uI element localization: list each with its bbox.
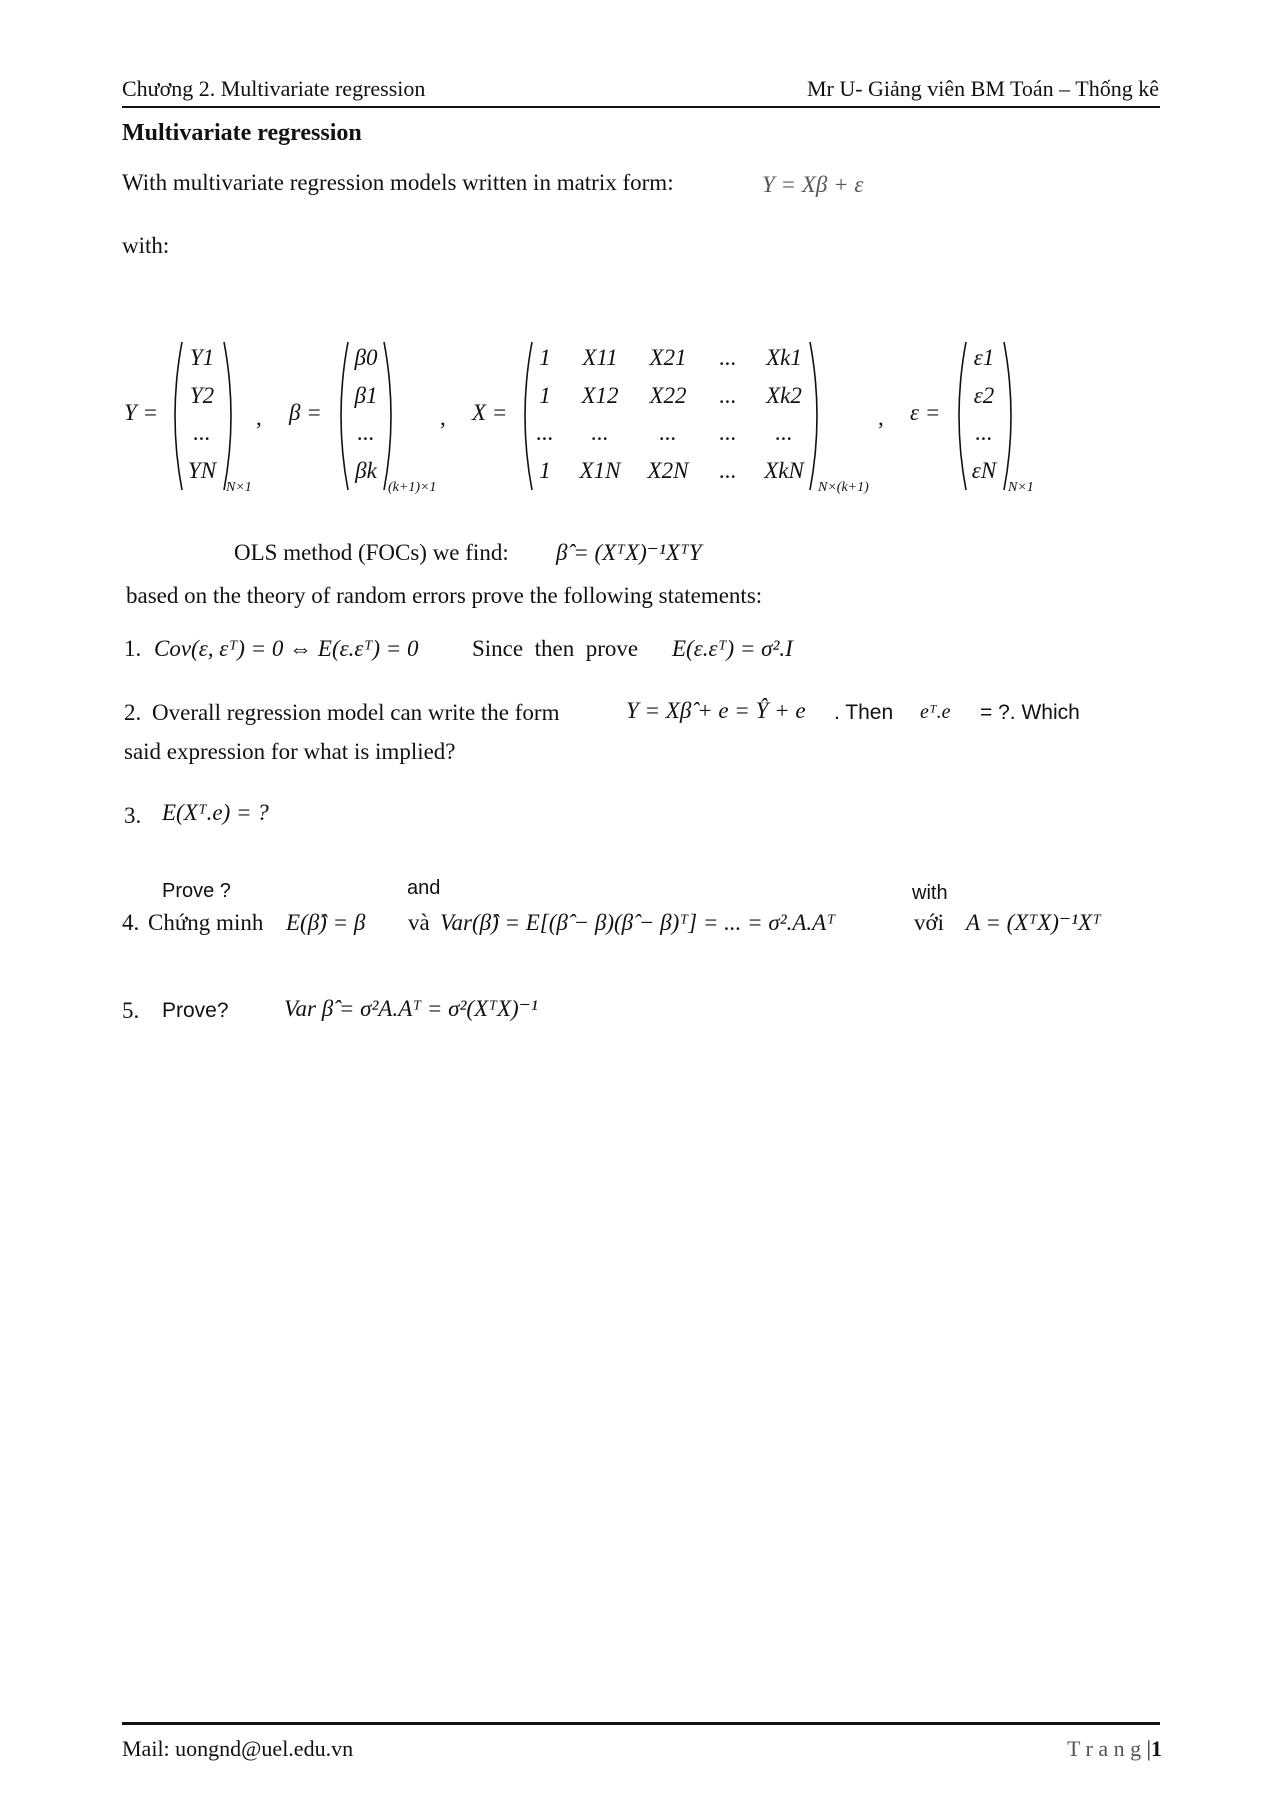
matrix-beta-entry: ... [357,420,375,445]
matrix-x-cell: Xk2 [766,383,802,408]
matrix-x-cell: XkN [764,458,804,483]
matrix-x-cell: ... [719,345,737,370]
matrix-y-entry: Y2 [189,383,215,408]
matrix-x-cell: X22 [649,383,687,408]
q2-line2: said expression for what is implied? [124,739,456,764]
matrix-beta-name: β = [289,400,322,425]
q1-text: Since then prove [472,636,639,661]
matrix-x-cell: 1 [539,458,551,483]
matrix-eps-entry: ... [975,420,993,445]
matrix-x-cell: ... [719,458,737,483]
footer-rule [122,1722,1160,1725]
matrix-y-entry: Y1 [189,345,215,370]
matrix-eps-dims: N×1 [1008,480,1034,495]
footer-sep: | [1146,1736,1151,1761]
matrix-x-cell: X12 [581,383,619,408]
comma: , [878,405,884,430]
q4-annot-and: and [407,877,441,899]
matrix-beta-right-paren [380,340,400,492]
header-right: Mr U- Giảng viên BM Toán – Thống kê [806,76,1159,101]
page-title: Multivariate regression [122,120,362,146]
q1-formula-b: E(ε.εᵀ) = σ².I [672,636,793,661]
q2-formula-b: eᵀ.e [920,701,951,723]
matrix-x-cell: X21 [649,345,687,370]
matrix-x-cell: ... [591,420,609,445]
matrix-beta-dims: (k+1)×1 [388,480,437,495]
q2-text-c: = ?. Which [980,701,1080,724]
q2-number: 2. [124,700,142,725]
with-label: with: [122,233,170,258]
matrix-y-name: Y = [124,400,159,425]
ols-text: OLS method (FOCs) we find: [234,540,509,565]
q4-number: 4. [122,910,140,935]
matrix-x-cell: Xk1 [766,345,802,370]
comma: , [440,405,446,430]
matrix-x-right-paren [806,340,826,492]
q4-formula-c: A = (XᵀX)⁻¹Xᵀ [966,910,1101,935]
matrix-beta-entry: βk [355,458,377,483]
q4-text-b: và [408,910,430,935]
matrix-eps-entry: ε1 [973,345,995,370]
q3-formula: E(Xᵀ.e) = ? [162,800,269,825]
matrix-x-cell: X2N [647,458,689,483]
matrix-eps-entry: ε2 [973,383,995,408]
q4-formula-a: E(β̂) = β [286,910,366,935]
matrix-x-cell: X1N [579,458,621,483]
matrix-x-cell: ... [719,420,737,445]
footer-page [1067,1736,1162,1762]
matrix-eps-entry: εN [971,458,997,483]
q1-formula-a: Cov(ε, εᵀ) = 0 ⇔ E(ε.εᵀ) = 0 [154,636,419,661]
q1-number: 1. [124,636,142,661]
intro-text: With multivariate regression models written in matrix form: [122,170,674,195]
footer-mail: Mail: uongnd@uel.edu.vn [122,1736,354,1761]
q4-text-a: Chứng minh [148,910,264,935]
q4-annot-with: with [912,882,948,904]
comma: , [256,405,262,430]
footer-page-number: 1 [1151,1736,1162,1761]
q2-formula: Y = Xβ̂ + e = Ŷ + e [626,698,806,723]
matrix-x-cell: ... [719,383,737,408]
footer-page-label: T r a n g [1066,1736,1142,1761]
matrix-x-cell: 1 [539,345,551,370]
matrix-x-dims: N×(k+1) [818,480,869,495]
matrix-x-cell: ... [775,420,793,445]
q4-text-c: với [914,910,945,935]
matrix-x-cell: ... [659,420,677,445]
matrix-x-cell: X11 [582,345,618,370]
header-left: Chương 2. Multivariate regression [122,76,426,101]
matrix-beta-entry: β0 [354,345,378,370]
header-rule [122,106,1160,108]
matrix-eps-right-paren [1000,340,1020,492]
matrix-x-cell: 1 [539,383,551,408]
matrix-x-name: X = [472,400,508,425]
matrix-y-right-paren [220,340,240,492]
q5-text: Prove? [162,999,229,1022]
statement-intro: based on the theory of random errors prove the following statements: [126,583,763,608]
matrix-y-dims: N×1 [226,480,252,495]
q5-number: 5. [122,998,140,1023]
q3-number: 3. [124,803,142,828]
matrix-y-entry: ... [193,420,211,445]
matrix-y-entry: YN [187,458,217,483]
q4-formula-b: Var(β̂) = E[(β̂ − β)(β̂ − β)ᵀ] = ... = σ².A.Aᵀ [440,910,836,935]
q5-formula: Var β̂ = σ²A.Aᵀ = σ²(XᵀX)⁻¹ [284,996,538,1021]
q2-text-b: . Then [834,701,894,724]
matrix-beta-entry: β1 [354,383,378,408]
model-formula: Y = Xβ + ε [762,172,864,197]
q2-text-a: Overall regression model can write the form [152,700,560,725]
q4-annot-prove: Prove ? [162,880,231,902]
matrix-eps-name: ε = [910,400,941,425]
matrix-x-cell: ... [536,420,554,445]
ols-formula: β̂ = (XᵀX)⁻¹XᵀY [556,540,702,565]
